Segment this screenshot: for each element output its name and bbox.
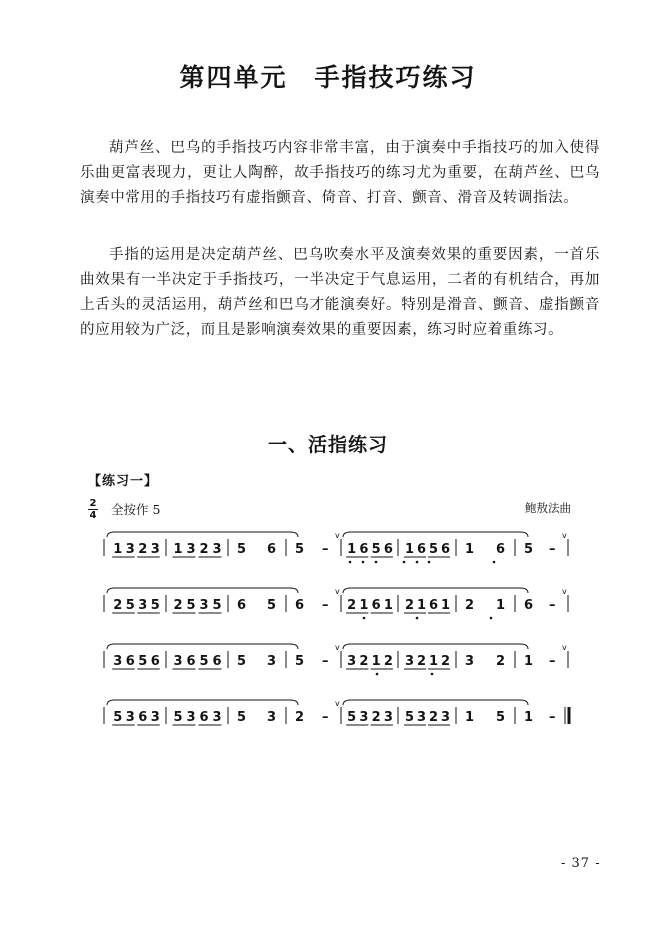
octave-dot <box>376 673 379 676</box>
note: 5 <box>237 542 247 557</box>
note: 6 <box>359 542 369 557</box>
note: 3 <box>441 710 451 725</box>
octave-dot <box>416 617 419 620</box>
tempo-marking: 全按作 5 <box>111 502 161 517</box>
note: 5 <box>524 542 534 557</box>
note: – <box>322 542 329 557</box>
note: 3 <box>383 710 393 725</box>
note: 3 <box>113 654 123 669</box>
note: 5 <box>405 710 415 725</box>
note: 3 <box>199 598 209 613</box>
octave-dot <box>363 617 366 620</box>
note: 3 <box>150 542 160 557</box>
octave-dot <box>428 561 431 564</box>
note: 2 <box>113 598 123 613</box>
note: 2 <box>138 542 148 557</box>
octave-dot <box>493 561 496 564</box>
note: 5 <box>125 598 135 613</box>
note: 6 <box>150 654 160 669</box>
note: 5 <box>173 710 183 725</box>
note: 5 <box>138 654 148 669</box>
note: – <box>322 654 329 669</box>
note: 2 <box>199 542 209 557</box>
note: 2 <box>359 654 369 669</box>
slur <box>107 588 298 593</box>
note: 6 <box>212 654 222 669</box>
note: – <box>322 710 329 725</box>
note: 6 <box>295 598 305 613</box>
note: 5 <box>199 654 209 669</box>
note: 3 <box>125 542 135 557</box>
note: 2 <box>295 710 305 725</box>
note: 6 <box>371 598 381 613</box>
note: 5 <box>113 710 123 725</box>
note: 3 <box>150 710 160 725</box>
breath-mark: v <box>562 587 567 596</box>
note: 5 <box>237 710 247 725</box>
note: 6 <box>524 598 534 613</box>
note: 2 <box>371 710 381 725</box>
note: 2 <box>417 654 427 669</box>
slur <box>107 644 298 649</box>
note: 5 <box>295 654 305 669</box>
note: 6 <box>496 542 506 557</box>
note: 6 <box>125 654 135 669</box>
slur <box>343 700 528 705</box>
note: 6 <box>186 654 196 669</box>
note: 6 <box>237 598 247 613</box>
note: 3 <box>359 710 369 725</box>
note: 5 <box>186 598 196 613</box>
note: 1 <box>371 654 381 669</box>
note: 2 <box>173 598 183 613</box>
note: 3 <box>186 542 196 557</box>
note: 6 <box>267 542 277 557</box>
breath-mark: v <box>562 531 567 540</box>
note: 2 <box>347 598 357 613</box>
note: 5 <box>237 654 247 669</box>
section-title: 一、活指练习 <box>267 434 388 456</box>
note: 5 <box>267 598 277 613</box>
octave-dot <box>375 561 378 564</box>
note: – <box>322 598 329 613</box>
note: 3 <box>267 710 277 725</box>
octave-dot <box>416 561 419 564</box>
note: 3 <box>212 710 222 725</box>
note: 3 <box>405 654 415 669</box>
octave-dot <box>403 561 406 564</box>
note: 6 <box>441 542 451 557</box>
intro-paragraph-2: 手指的运用是决定葫芦丝、巴乌吹奏水平及演奏效果的重要因素，一首乐曲效果有一半决定于手指技巧，一半决定于气息运用，二者的有机结合，再加上舌头的灵活运用，葫芦丝和巴乌才能演奏好。特别是滑音、颤音、虚指颤音的应用较为广泛，而且是影响演奏效果的重要因素，练习时应着重练习。 <box>80 247 600 338</box>
note: 1 <box>113 542 123 557</box>
breath-mark: v <box>562 643 567 652</box>
note: 5 <box>347 710 357 725</box>
intro-paragraph-1: 葫芦丝、巴乌的手指技巧内容非常丰富，由于演奏中手指技巧的加入使得乐曲更富表现力，更让人陶醉，故手指技巧的练习尤为重要，在葫芦丝、巴乌演奏中常用的手指技巧有虚指颤音、倚音、打音、颤音、滑音及转调指法。 <box>80 140 600 206</box>
unit-title: 第四单元 手指技巧练习 <box>179 63 477 92</box>
note: 1 <box>347 542 357 557</box>
slur <box>107 700 298 705</box>
note: 3 <box>173 654 183 669</box>
note: 1 <box>417 598 427 613</box>
note: 1 <box>173 542 183 557</box>
note: 2 <box>405 598 415 613</box>
note: 1 <box>405 542 415 557</box>
note: 3 <box>138 598 148 613</box>
note: 2 <box>441 654 451 669</box>
note: 2 <box>465 598 475 613</box>
composer-credit: 鲍敖法曲 <box>525 501 571 515</box>
exercise-label: 【练习一】 <box>88 474 159 489</box>
note: – <box>549 710 556 725</box>
slur <box>343 644 528 649</box>
time-signature-top: 2 <box>89 498 97 509</box>
note: 5 <box>150 598 160 613</box>
note: 1 <box>524 710 534 725</box>
note: 3 <box>417 710 427 725</box>
note: 5 <box>295 542 305 557</box>
octave-dot <box>362 561 365 564</box>
slur <box>343 588 528 593</box>
slur <box>107 532 298 537</box>
note: 1 <box>441 598 451 613</box>
octave-dot <box>431 673 434 676</box>
breath-mark: v <box>335 587 340 596</box>
page-number: - 37 - <box>561 856 601 871</box>
breath-mark: v <box>335 699 340 708</box>
note: 2 <box>496 654 506 669</box>
note: 1 <box>359 598 369 613</box>
note: 3 <box>212 542 222 557</box>
breath-mark: v <box>335 643 340 652</box>
slur <box>343 532 528 537</box>
note: 6 <box>138 710 148 725</box>
note: 3 <box>347 654 357 669</box>
note: 5 <box>496 710 506 725</box>
note: 6 <box>199 710 209 725</box>
note: 5 <box>212 598 222 613</box>
note: 5 <box>429 542 439 557</box>
time-signature-bottom: 4 <box>89 510 97 521</box>
note: 1 <box>496 598 506 613</box>
note: 3 <box>267 654 277 669</box>
note: 5 <box>371 542 381 557</box>
note: 2 <box>429 710 439 725</box>
note: 3 <box>125 710 135 725</box>
note: 1 <box>429 654 439 669</box>
note: 3 <box>465 654 475 669</box>
note: 6 <box>383 542 393 557</box>
octave-dot <box>490 617 493 620</box>
note: 1 <box>524 654 534 669</box>
breath-mark: v <box>335 531 340 540</box>
note: 1 <box>383 598 393 613</box>
note: – <box>549 542 556 557</box>
note: 1 <box>465 542 475 557</box>
note: – <box>549 598 556 613</box>
note: 2 <box>383 654 393 669</box>
note: 6 <box>417 542 427 557</box>
note: 3 <box>186 710 196 725</box>
octave-dot <box>349 561 352 564</box>
note: – <box>549 654 556 669</box>
note: 1 <box>465 710 475 725</box>
note: 6 <box>429 598 439 613</box>
